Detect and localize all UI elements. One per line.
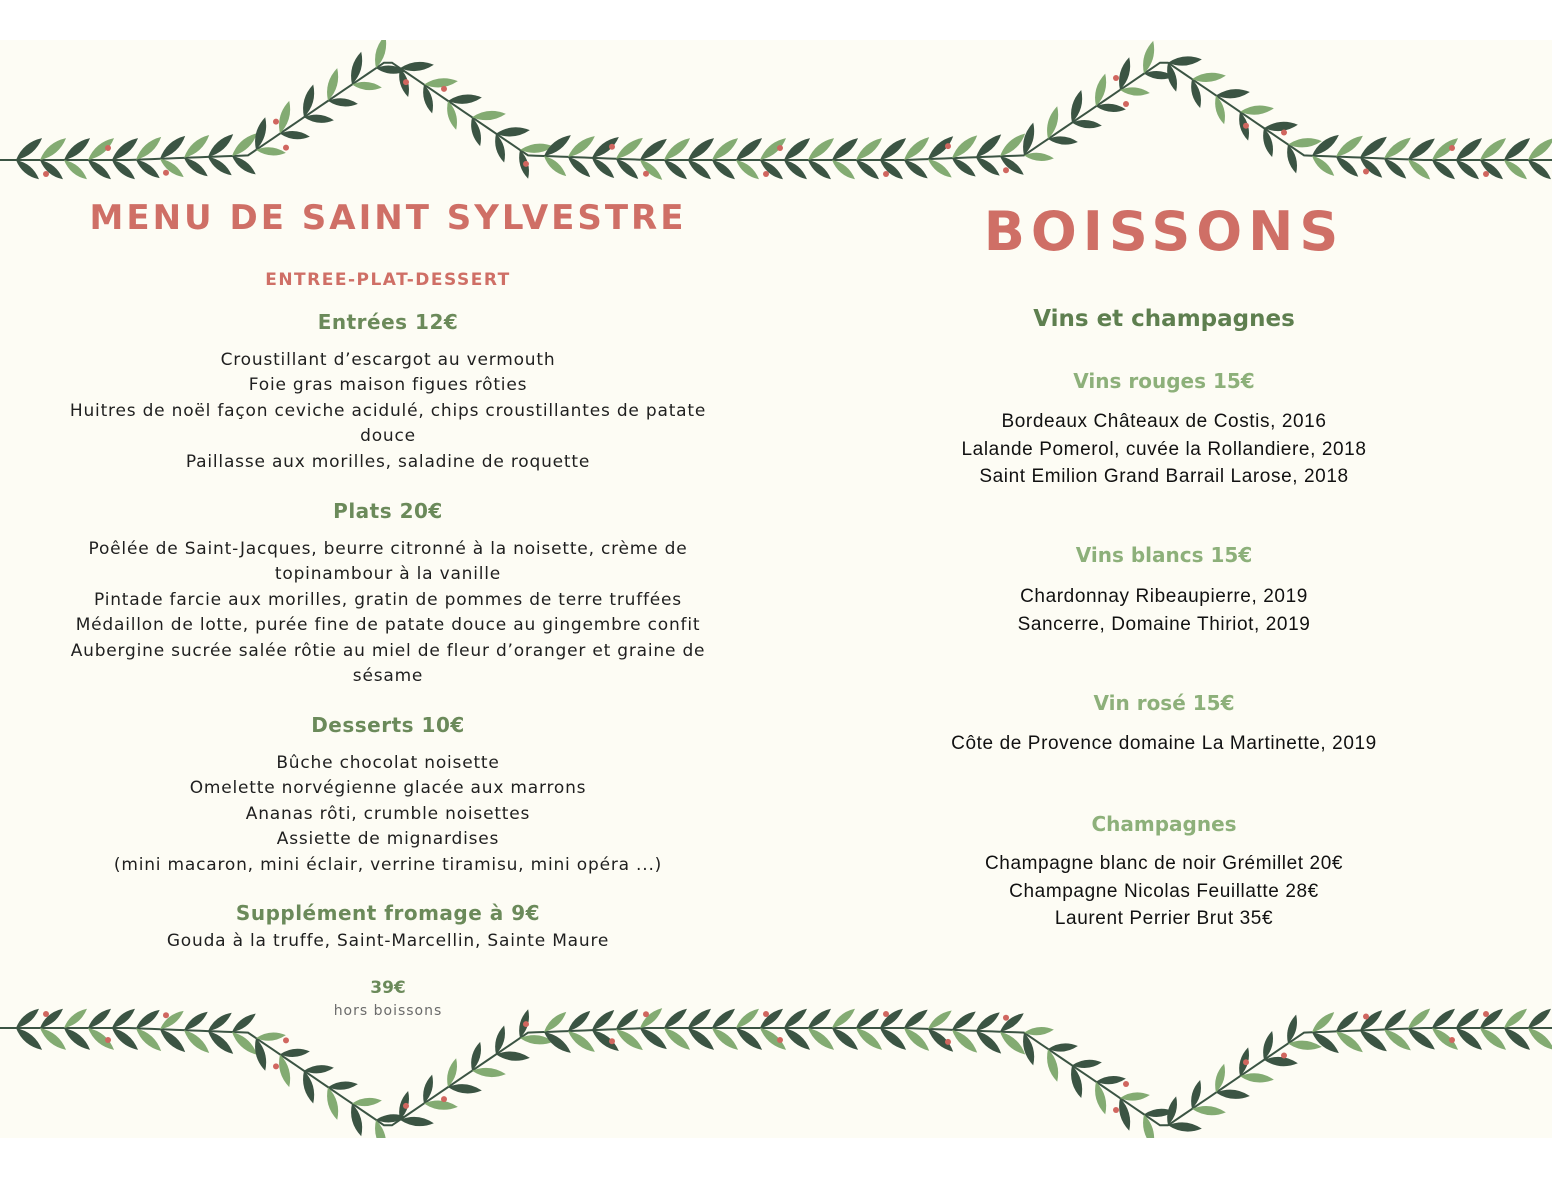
leaf-icon	[902, 157, 931, 182]
drinks-title: BOISSONS	[983, 200, 1345, 263]
berry-icon	[43, 1011, 49, 1017]
berry-icon	[1003, 1015, 1009, 1021]
berry-icon	[1243, 123, 1249, 129]
section-heading-champagnes: Champagnes	[1091, 812, 1237, 836]
list-item: Croustillant d’escargot au vermouth	[220, 350, 556, 370]
menu-title: MENU DE SAINT SYLVESTRE	[89, 198, 687, 238]
list-item: Saint Emilion Grand Barrail Larose, 2018	[979, 466, 1349, 487]
leaf-icon	[134, 157, 163, 182]
leaf-icon	[998, 153, 1027, 178]
berry-icon	[105, 145, 111, 151]
berry-icon	[1113, 1107, 1119, 1113]
list-item: Huitres de noël façon ceviche acidulé, chips croustillantes de patate	[69, 400, 707, 421]
berry-icon	[609, 1038, 615, 1044]
leaf-icon	[950, 1008, 979, 1033]
berry-icon	[1281, 129, 1287, 135]
desserts-list	[40, 751, 736, 878]
fromage-list	[40, 929, 736, 954]
berry-icon	[1363, 1013, 1369, 1019]
section-heading-plats: Plats 20€	[333, 499, 443, 523]
berry-icon	[945, 143, 951, 149]
berry-icon	[945, 1039, 951, 1045]
list-item: Chardonnay Ribeaupierre, 2019	[1020, 586, 1308, 607]
vins-rouges-list	[860, 408, 1468, 491]
list-item: Bûche chocolat noisette	[276, 753, 500, 773]
list-item: Paillasse aux morilles, saladine de roquette	[185, 451, 591, 472]
berry-icon	[403, 79, 409, 85]
list-item: topinambour à la vanille	[274, 564, 502, 585]
berry-icon	[163, 1012, 169, 1018]
leaf-icon	[230, 1010, 259, 1035]
berry-icon	[1243, 1059, 1249, 1065]
leaf-icon	[230, 153, 259, 178]
list-item: Poêlée de Saint-Jacques, beurre citronné à la noisette, crème de	[88, 539, 688, 559]
berry-icon	[777, 1037, 783, 1043]
section-heading-desserts: Desserts 10€	[311, 713, 465, 737]
menu-card	[0, 40, 1552, 1138]
berry-icon	[523, 1021, 529, 1027]
list-item: Bordeaux Châteaux de Costis, 2016	[1001, 411, 1327, 432]
vins-blancs-list	[860, 583, 1468, 638]
berry-icon	[1113, 75, 1119, 81]
leaf-icon	[206, 1010, 235, 1035]
leaf-icon	[974, 154, 1003, 179]
berry-icon	[643, 1011, 649, 1017]
list-item: Champagne Nicolas Feuillatte 28€	[1009, 880, 1319, 902]
leaf-icon	[974, 1009, 1003, 1034]
section-heading-vin-rose: Vin rosé 15€	[1093, 691, 1235, 715]
list-item: Assiette de mignardises	[276, 829, 500, 850]
leaf-icon	[134, 1007, 163, 1032]
berry-icon	[523, 161, 529, 167]
list-item: Sancerre, Domaine Thiriot, 2019	[1017, 613, 1311, 635]
berry-icon	[763, 171, 769, 177]
berry-icon	[777, 145, 783, 151]
berry-icon	[1123, 1081, 1129, 1087]
list-item: Champagne blanc de noir Grémillet 20€	[984, 853, 1344, 874]
entrees-list	[40, 348, 736, 475]
leaf-icon	[998, 1010, 1027, 1035]
section-heading-fromage: Supplément fromage à 9€	[235, 901, 541, 925]
berry-icon	[273, 1063, 279, 1069]
list-item: Omelette norvégienne glacée aux marrons	[189, 778, 587, 799]
berry-icon	[1281, 1053, 1287, 1059]
drinks-subtitle: Vins et champagnes	[1033, 306, 1295, 332]
leaf-icon	[926, 156, 955, 181]
berry-icon	[1003, 167, 1009, 173]
berry-icon	[441, 1096, 447, 1102]
berry-icon	[283, 1037, 289, 1043]
leaf-garland-icon	[0, 988, 1552, 1138]
berry-icon	[1449, 1037, 1455, 1043]
berry-icon	[763, 1011, 769, 1017]
berry-icon	[273, 119, 279, 125]
berry-icon	[609, 144, 615, 150]
berry-icon	[883, 171, 889, 177]
total-price-note: hors boissons	[333, 1003, 443, 1019]
berry-icon	[105, 1037, 111, 1043]
leaf-icon	[950, 155, 979, 180]
section-heading-entrees: Entrées 12€	[317, 310, 459, 334]
leaf-icon	[158, 1008, 187, 1033]
berry-icon	[1483, 171, 1489, 177]
list-item: Pintade farcie aux morilles, gratin de pommes de terre truffées	[94, 589, 682, 610]
list-item: Gouda à la truffe, Saint-Marcellin, Sainte Maure	[166, 931, 610, 951]
list-item: Médaillon de lotte, purée fine de patate douce au gingembre confit	[75, 615, 701, 636]
vin-rose-list	[860, 730, 1468, 758]
section-heading-vins-rouges: Vins rouges 15€	[1073, 369, 1255, 393]
list-item: Lalande Pomerol, cuvée la Rollandiere, 2018	[961, 438, 1367, 460]
berry-icon	[283, 145, 289, 151]
list-item: Aubergine sucrée salée rôtie au miel de fleur d’oranger et graine de	[70, 640, 706, 661]
total-price: 39€	[370, 978, 406, 998]
leaf-icon	[182, 155, 211, 180]
berry-icon	[643, 171, 649, 177]
list-item: douce	[360, 426, 416, 447]
berry-icon	[403, 1103, 409, 1109]
berry-icon	[1123, 101, 1129, 107]
berry-icon	[1363, 169, 1369, 175]
leaf-icon	[182, 1009, 211, 1034]
menu-subtitle: ENTREE-PLAT-DESSERT	[265, 270, 511, 290]
list-item: Laurent Perrier Brut 35€	[1054, 908, 1274, 929]
leaf-icon	[902, 1006, 931, 1031]
plats-list	[40, 537, 736, 689]
list-item: Foie gras maison figues rôties	[248, 375, 528, 396]
list-item: (mini macaron, mini éclair, verrine tiramisu, mini opéra ...)	[113, 854, 663, 875]
leaf-icon	[158, 156, 187, 181]
berry-icon	[163, 170, 169, 176]
list-item: Côte de Provence domaine La Martinette, 2019	[951, 733, 1377, 754]
champagnes-list	[860, 850, 1468, 933]
leaf-garland-icon	[0, 40, 1552, 200]
list-item: Ananas rôti, crumble noisettes	[245, 803, 531, 824]
berry-icon	[1449, 145, 1455, 151]
berry-icon	[441, 86, 447, 92]
list-item: sésame	[352, 666, 424, 687]
berry-icon	[43, 171, 49, 177]
berry-icon	[1483, 1011, 1489, 1017]
berry-icon	[883, 1011, 889, 1017]
leaf-icon	[926, 1007, 955, 1032]
section-heading-vins-blancs: Vins blancs 15€	[1075, 543, 1253, 567]
leaf-icon	[206, 154, 235, 179]
